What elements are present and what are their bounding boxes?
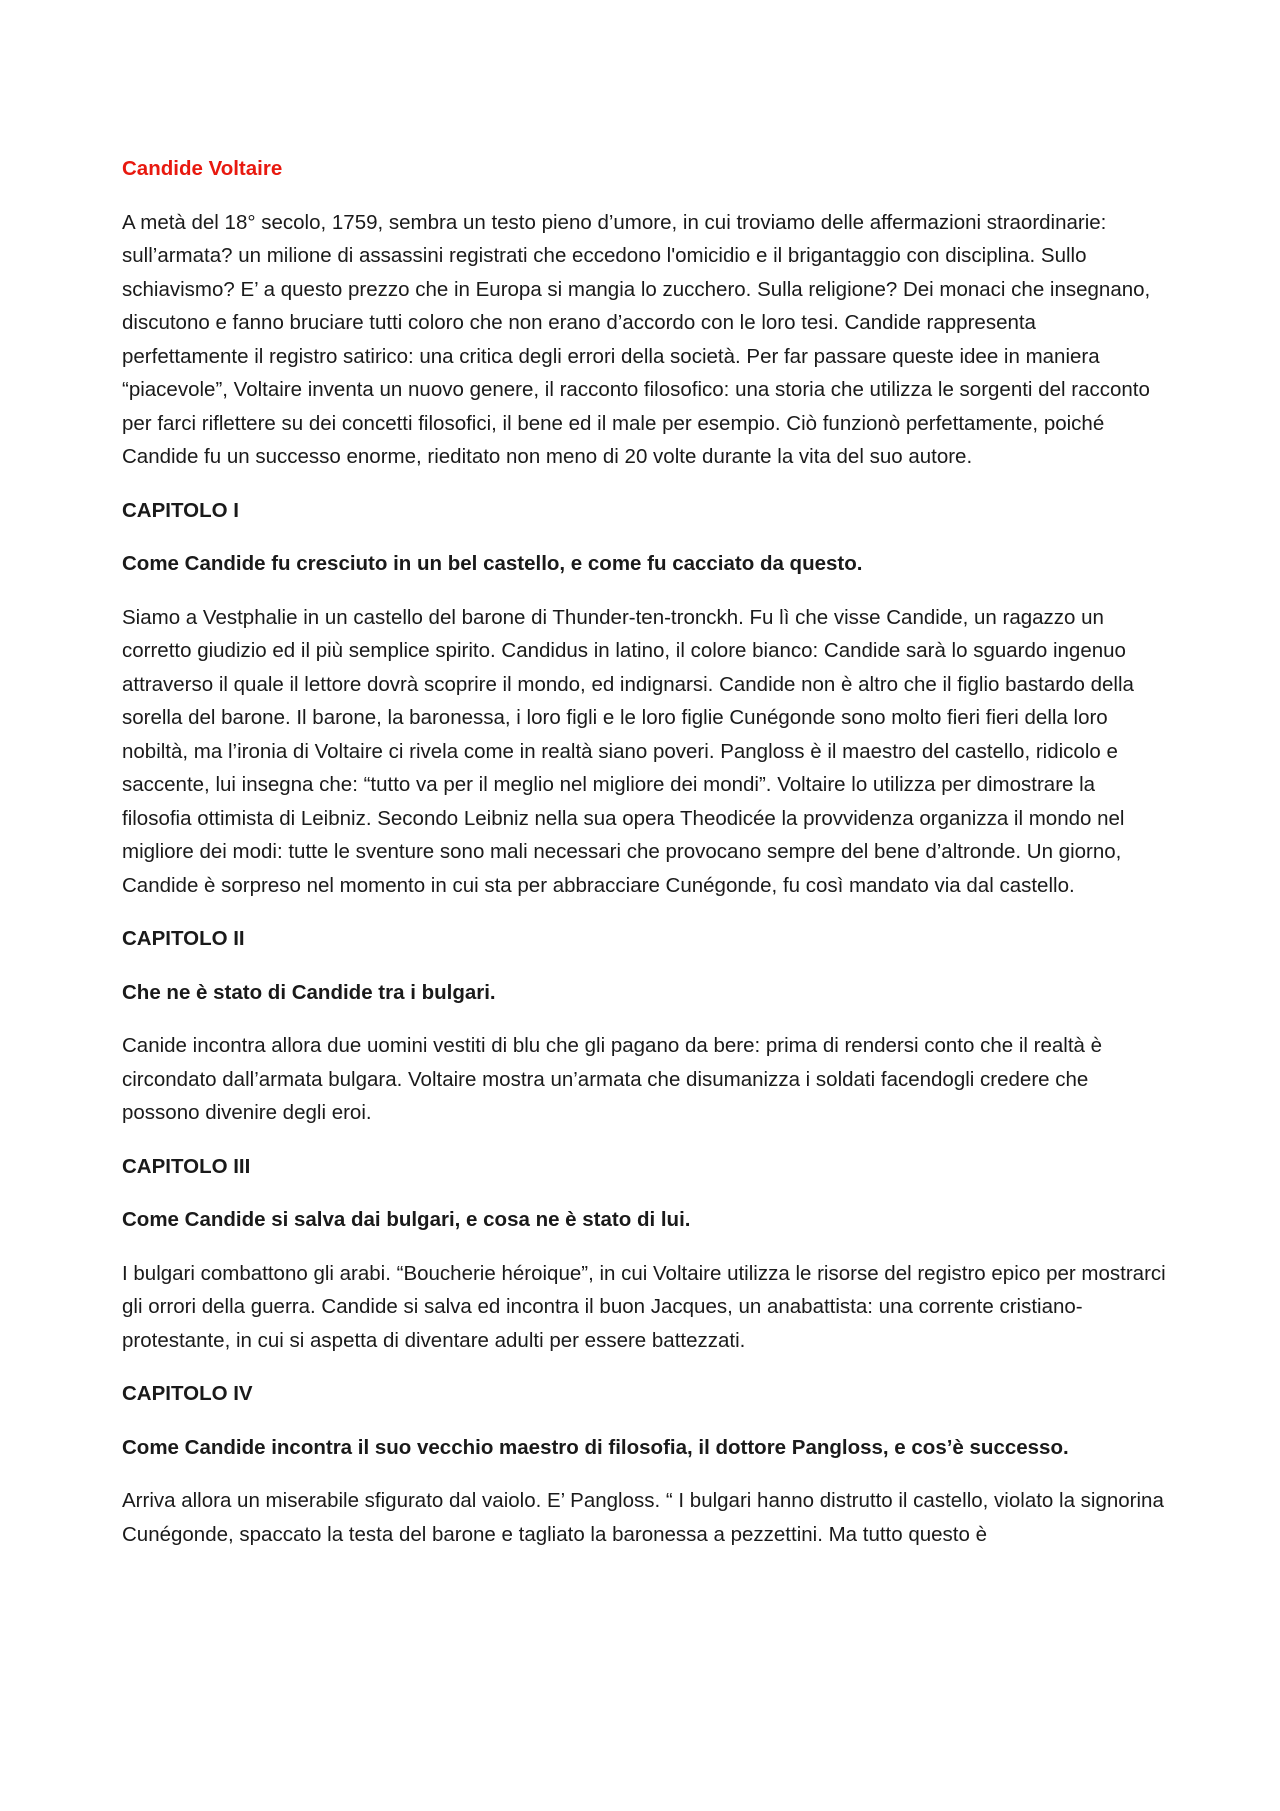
intro-paragraph: A metà del 18° secolo, 1759, sembra un testo pieno d’umore, in cui troviamo delle affermazioni straordinarie: sull’armata? un milione di assassini registrati che eccedono l'omicidio e il brigantaggio con disciplina. Sullo schiavismo? E’ a questo prezzo che in Europa si mangia lo zucchero. Sulla religione? Dei monaci che insegnano, discutono e fanno bruciare tutti coloro che non erano d’accordo con le loro tesi. Candide rappresenta perfettamente il registro satirico: una critica degli errori della società. Per far passare queste idee in maniera “piacevole”, Voltaire inventa un nuovo genere, il racconto filosofico: una storia che utilizza le sorgenti del racconto per farci riflettere su dei concetti filosofici, il bene ed il male per esempio. Ciò funzionò perfettamente, poiché Candide fu un successo enorme, rieditato non meno di 20 volte durante la vita del suo autore.	[122, 210, 1151, 468]
chapter-1-text: Siamo a Vestphalie in un castello del barone di Thunder-ten-tronckh. Fu lì che visse Candide, un ragazzo un corretto giudizio ed il più semplice spirito. Candidus in latino, il colore bianco: Candide sarà lo sguardo ingenuo attraverso il quale il lettore dovrà scoprire il mondo, ed indignarsi. Candide non è altro che il figlio bastardo della sorella del barone. Il barone, la baronessa, i loro figli e le loro figlie Cunégonde sono molto fieri fieri della loro nobiltà, ma l’ironia di Voltaire ci rivela come in realtà siano poveri. Pangloss è il maestro del castello, ridicolo e saccente, lui insegna che: “tutto va per il meglio nel migliore dei mondi”. Voltaire lo utilizza per dimostrare la filosofia ottimista di Leibniz. Secondo Leibniz nella sua opera Theodicée la provvidenza organizza il mondo nel migliore dei modi: tutte le sventure sono mali necessari che provocano sempre del bene d’altronde. Un giorno, Candide è sorpreso nel momento in cui sta per abbracciare Cunégonde, fu così mandato via dal castello.	[122, 605, 1134, 897]
chapter-4-subtitle: Come Candide incontra il suo vecchio maestro di filosofia, il dottore Pangloss, e cos’è successo.	[122, 1435, 1069, 1459]
chapter-1-subtitle: Come Candide fu cresciuto in un bel castello, e come fu cacciato da questo.	[122, 552, 863, 575]
chapter-3-text: I bulgari combattono gli arabi. “Boucherie héroique”, in cui Voltaire utilizza le risorse del registro epico per mostrarci gli orrori della guerra. Candide si salva ed incontra il buon Jacques, un anabattista: una corrente cristiano-protestante, in cui si aspetta di diventare adulti per essere battezzati.	[122, 1261, 1166, 1352]
chapter-2-text: Canide incontra allora due uomini vestiti di blu che gli pagano da bere: prima di rendersi conto che il realtà è circondato dall’armata bulgara. Voltaire mostra un’armata che disumanizza i soldati facendogli credere che possono divenire degli eroi.	[122, 1034, 1103, 1124]
chapter-3-heading: CAPITOLO III	[122, 1154, 251, 1178]
document-page	[122, 152, 1168, 1571]
chapter-3-subtitle: Come Candide si salva dai bulgari, e cosa ne è stato di lui.	[122, 1208, 691, 1231]
chapter-1-heading: CAPITOLO I	[122, 498, 239, 522]
chapter-4-heading: CAPITOLO IV	[122, 1382, 253, 1405]
chapter-4-text: Arriva allora un miserabile sfigurato dal vaiolo. E’ Pangloss. “ I bulgari hanno distrutto il castello, violato la signorina Cunégonde, spaccato la testa del barone e tagliato la baronessa a pezzettini. Ma tutto questo è	[122, 1489, 1164, 1546]
document-title: Candide Voltaire	[122, 157, 283, 180]
chapter-2-heading: CAPITOLO II	[122, 927, 245, 950]
chapter-2-subtitle: Che ne è stato di Candide tra i bulgari.	[122, 980, 496, 1004]
